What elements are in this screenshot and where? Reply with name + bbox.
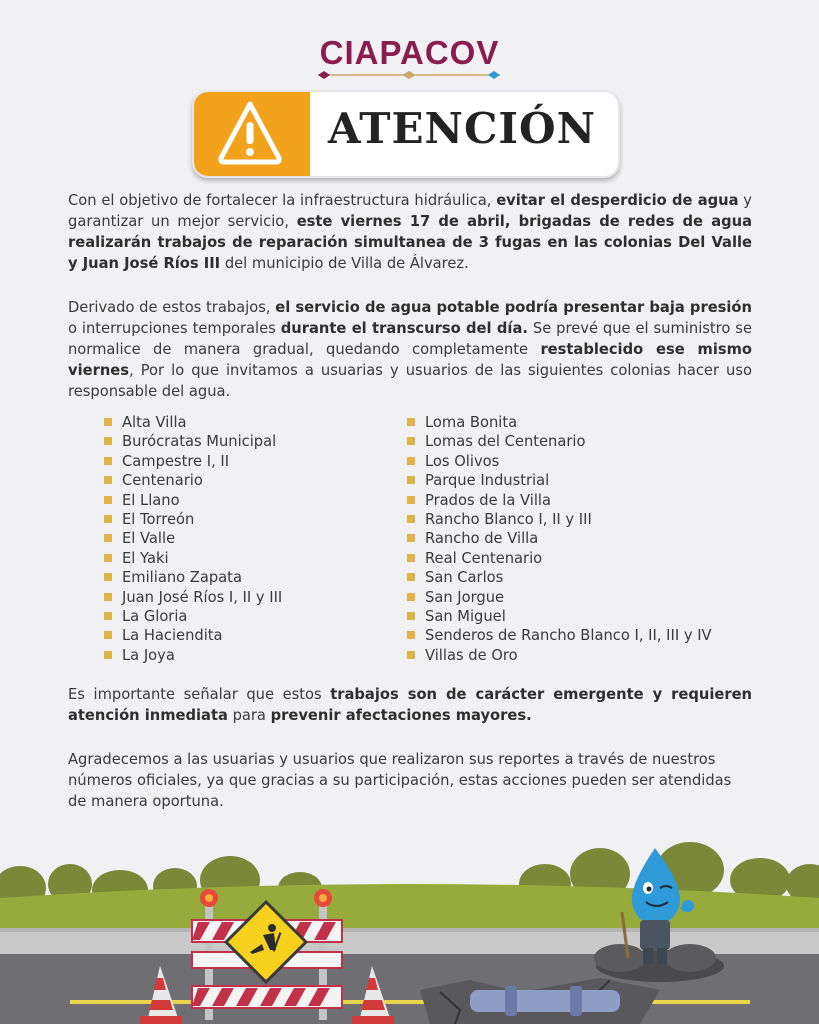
text-run: , Por lo que invitamos a usuarias y usuarios de las siguientes colonias hacer uso responsable del agua. (68, 362, 752, 400)
colonias-list-left (104, 413, 282, 665)
colonia-item: Villas de Oro (407, 646, 712, 665)
colonia-item: La Joya (104, 646, 282, 665)
logo-ornament (318, 70, 500, 80)
colonia-item: Lomas del Centenario (407, 432, 712, 451)
bold-text-run: trabajos son de carácter emergente y requieren atención inmediata (68, 686, 753, 724)
colonia-item: San Jorgue (407, 588, 712, 607)
bold-text-run: durante el transcurso del día. (280, 320, 528, 337)
colonia-item: Los Olivos (407, 452, 712, 471)
text-run: y garantizar un mejor servicio, (68, 192, 752, 230)
bold-text-run: evitar el desperdicio de agua (496, 192, 739, 209)
colonia-item: La Gloria (104, 607, 282, 626)
service-paragraph (68, 297, 752, 402)
road-work-illustration (0, 840, 819, 1024)
intro-paragraph (68, 190, 752, 274)
colonia-item: Loma Bonita (407, 413, 712, 432)
colonia-item: Rancho de Villa (407, 529, 712, 548)
colonia-item: El Torreón (104, 510, 282, 529)
bold-text-run: restablecido ese mismo viernes (68, 341, 752, 379)
bold-text-run: este viernes 17 de abril, brigadas de redes de agua realizarán trabajos de reparación simultanea de 3 fugas en las colonias Del Valle y Juan José Ríos III (68, 213, 752, 272)
colonia-item: Emiliano Zapata (104, 568, 282, 587)
colonia-item: Real Centenario (407, 549, 712, 568)
text-run: Es importante señalar que estos (68, 686, 331, 703)
colonia-item: Prados de la Villa (407, 491, 712, 510)
text-run: del municipio de Villa de Álvarez. (220, 255, 469, 272)
bold-text-run: el servicio de agua potable podría presentar baja presión (275, 299, 752, 316)
colonia-item: Parque Industrial (407, 471, 712, 490)
colonia-item: El Llano (104, 491, 282, 510)
brand-logo: CIAPACOV (319, 34, 500, 71)
text-run: Con el objetivo de fortalecer la infraestructura hidráulica, (68, 192, 497, 209)
text-run: Derivado de estos trabajos, (68, 299, 276, 316)
banner-title: ATENCIÓN (328, 104, 596, 153)
colonia-item: Senderos de Rancho Blanco I, II, III y IV (407, 626, 712, 645)
colonia-item: El Yaki (104, 549, 282, 568)
colonia-item: El Valle (104, 529, 282, 548)
colonia-item: Juan José Ríos I, II y III (104, 588, 282, 607)
text-run: para (227, 707, 271, 724)
colonia-item: Campestre I, II (104, 452, 282, 471)
colonia-item: Centenario (104, 471, 282, 490)
colonia-item: Alta Villa (104, 413, 282, 432)
text-run: o interrupciones temporales (68, 320, 281, 337)
warning-icon (218, 100, 282, 166)
colonia-item: San Carlos (407, 568, 712, 587)
colonia-item: San Miguel (407, 607, 712, 626)
text-run: Agradecemos a las usuarias y usuarios que realizaron sus reportes a través de nuestros números oficiales, ya que gracias a su participación, estas acciones pueden ser atendidas de manera oportuna. (68, 751, 732, 810)
colonia-item: La Haciendita (104, 626, 282, 645)
attention-banner (192, 90, 620, 178)
colonia-item: Burócratas Municipal (104, 432, 282, 451)
colonias-list-right (407, 413, 712, 665)
colonia-item: Rancho Blanco I, II y III (407, 510, 712, 529)
emergency-paragraph (68, 684, 752, 726)
thanks-paragraph (68, 749, 752, 812)
text-run: Se prevé que el suministro se normalice de manera gradual, quedando completamente (68, 320, 752, 358)
bold-text-run: prevenir afectaciones mayores. (270, 707, 532, 724)
